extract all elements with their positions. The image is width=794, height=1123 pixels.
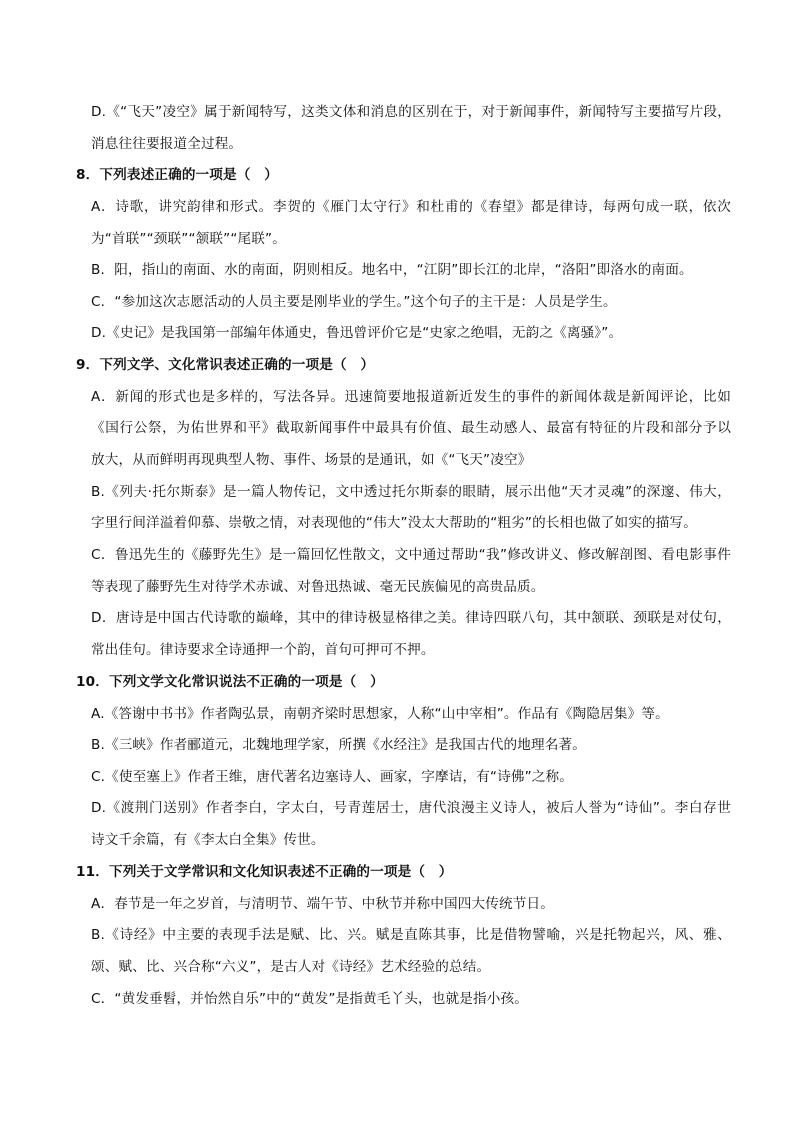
question-8: 8．下列表述正确的一项是（ ）: [76, 167, 279, 183]
question-11: 11．下列关于文学常识和文化知识表述不正确的一项是（ ）: [76, 864, 453, 880]
option-11a: A．春节是一年之岁首，与清明节、端午节、中秋节并称中国四大传统节日。: [91, 896, 554, 912]
option-9a-line-1: A．新闻的形式也是多样的，写法各异。迅速简要地报道新近发生的事件的新闻体裁是新闻评论，比如: [91, 389, 731, 405]
question-9: 9．下列文学、文化常识表述正确的一项是（ ）: [76, 357, 375, 373]
option-11c: C．“黄发垂髫，并怡然自乐”中的“黄发”是指黄毛丫头，也就是指小孩。: [91, 991, 528, 1007]
option-11b-line-2: 颂、赋、比、兴合称“六义”，是古人对《诗经》艺术经验的总结。: [91, 959, 491, 975]
option-9c-line-2: 等表现了藤野先生对待学术赤诚、对鲁迅热诚、毫无民族偏见的高贵品质。: [91, 579, 545, 595]
option-10b: B.《三峡》作者郦道元，北魏地理学家，所撰《水经注》是我国古代的地理名著。: [91, 737, 586, 753]
option-10a: A.《答谢中书书》作者陶弘景，南朝齐梁时思想家，人称“山中宰相”。作品有《陶隐居集》等。: [91, 706, 669, 722]
option-9b-line-2: 字里行间洋溢着仰慕、崇敬之情，对表现他的“伟大”没太大帮助的“粗劣”的长相也做了如实的描写。: [91, 515, 698, 531]
option-9d-line-2: 常出佳句。律诗要求全诗通押一个韵，首句可押可不押。: [91, 642, 435, 658]
option-10c: C.《使至塞上》作者王维，唐代著名边塞诗人、画家，字摩诘，有“诗佛”之称。: [91, 769, 574, 785]
option-8c: C．“参加这次志愿活动的人员主要是刚毕业的学生。”这个句子的主干是：人员是学生。: [91, 294, 617, 310]
option-7d-line-2: 消息往往要报道全过程。: [91, 136, 243, 152]
option-8d: D.《史记》是我国第一部编年体通史，鲁迅曾评价它是“史家之绝唱，无韵之《离骚》”。: [91, 325, 623, 341]
option-9a-line-3: 放大，从而鲜明再现典型人物、事件、场景的是通讯，如《“飞天”凌空》: [91, 452, 532, 468]
question-10: 10．下列文学文化常识说法不正确的一项是（ ）: [76, 674, 384, 690]
option-8a-line-2: 为“首联”“颈联”“颔联”“尾联”。: [91, 231, 286, 247]
option-8a-line-1: A．诗歌，讲究韵律和形式。李贺的《雁门太守行》和杜甫的《春望》都是律诗，每两句成一联，依次: [91, 199, 731, 215]
option-9c-line-1: C．鲁迅先生的《藤野先生》是一篇回忆性散文，文中通过帮助“我”修改讲义、修改解剖图、看电影事件: [91, 547, 731, 563]
option-7d-line-1: D.《“飞天”凌空》属于新闻特写，这类文体和消息的区别在于，对于新闻事件，新闻特写主要描写片段，: [91, 104, 731, 120]
option-10d-line-2: 诗文千余篇，有《李太白全集》传世。: [91, 832, 325, 848]
option-9d-line-1: D．唐诗是中国古代诗歌的巅峰，其中的律诗极显格律之美。律诗四联八句，其中颔联、颈联是对仗句，: [91, 610, 731, 626]
option-11b-line-1: B.《诗经》中主要的表现手法是赋、比、兴。赋是直陈其事，比是借物譬喻，兴是托物起兴，风、雅、: [91, 927, 731, 943]
option-10d-line-1: D.《渡荆门送别》作者李白，字太白，号青莲居士，唐代浪漫主义诗人，被后人誉为“诗仙”。李白存世: [91, 800, 731, 816]
option-9b-line-1: B.《列夫·托尔斯泰》是一篇人物传记，文中透过托尔斯泰的眼睛，展示出他“天才灵魂”的深邃、伟大，: [91, 484, 731, 500]
option-9a-line-2: 《国行公祭，为佑世界和平》截取新闻事件中最具有价值、最生动感人、最富有特征的片段和部分予以: [91, 420, 731, 436]
option-8b: B．阳，指山的南面、水的南面，阴则相反。地名中，“江阴”即长江的北岸，“洛阳”即洛水的南面。: [91, 262, 693, 278]
